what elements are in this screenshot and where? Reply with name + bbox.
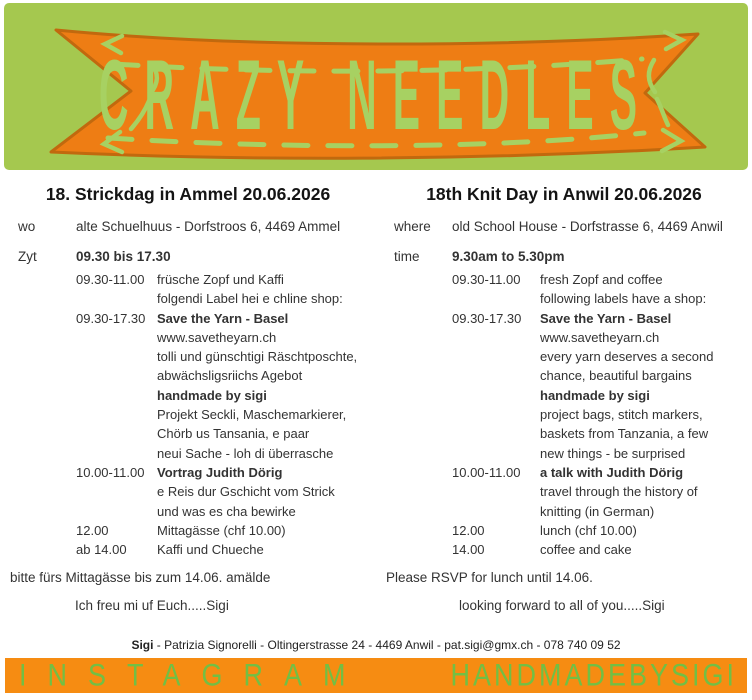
schedule-time: 10.00-11.00 <box>452 464 521 480</box>
schedule-time: 09.30-11.00 <box>76 272 145 287</box>
schedule-row <box>76 349 406 368</box>
info-value: 9.30am to 5.30pm <box>452 249 565 264</box>
banner-ribbon-graphic <box>4 3 748 170</box>
instagram-bar <box>5 658 747 693</box>
schedule-row <box>76 272 406 291</box>
schedule-row <box>76 426 406 445</box>
schedule-text: Kaffi und Chueche <box>157 542 264 558</box>
schedule-row <box>452 484 752 503</box>
schedule-row <box>452 446 752 465</box>
schedule-row <box>76 523 406 542</box>
schedule-row <box>452 272 752 291</box>
left-rsvp-note: bitte fürs Mittagässe bis zum 14.06. amälde <box>10 570 271 585</box>
right-schedule <box>452 272 752 561</box>
schedule-text: fresh Zopf and coffee <box>540 272 663 287</box>
left-column-title: 18. Strickdag in Ammel 20.06.2026 <box>45 184 331 204</box>
schedule-row <box>76 446 406 465</box>
info-value: old School House - Dorfstrasse 6, 4469 Anwil <box>452 219 723 234</box>
left-info-block <box>18 219 378 279</box>
schedule-text: travel through the history of <box>540 484 698 500</box>
info-row <box>18 249 378 268</box>
info-value: 09.30 bis 17.30 <box>76 249 171 264</box>
schedule-row <box>452 523 752 542</box>
instagram-label: INSTAGRAM <box>19 658 367 693</box>
schedule-time: 09.30-11.00 <box>452 272 521 287</box>
schedule-text: Mittagässe (chf 10.00) <box>157 522 286 538</box>
schedule-text: Vortrag Judith Dörig <box>157 464 283 480</box>
schedule-text: Save the Yarn - Basel <box>540 310 672 326</box>
contact-name: Sigi <box>131 638 154 652</box>
schedule-text: e Reis dur Gschicht vom Strick <box>157 484 335 500</box>
instagram-handle: HANDMADEBYSIGI <box>450 658 737 693</box>
schedule-time: 12.00 <box>76 522 109 538</box>
schedule-text: folgendi Label hei e chline shop: <box>157 291 343 307</box>
schedule-row <box>76 407 406 426</box>
schedule-row <box>76 388 406 407</box>
right-info-block <box>394 219 752 279</box>
schedule-row <box>76 542 406 561</box>
info-row <box>18 219 378 238</box>
schedule-row <box>76 484 406 503</box>
info-value: alte Schuelhuus - Dorfstroos 6, 4469 Ammel <box>76 219 341 234</box>
info-label: Zyt <box>18 249 37 264</box>
schedule-text: knitting (in German) <box>540 503 655 519</box>
schedule-row <box>452 291 752 310</box>
schedule-text: lunch (chf 10.00) <box>540 522 637 538</box>
left-schedule <box>76 272 406 561</box>
schedule-text: früsche Zopf und Kaffi <box>157 272 284 287</box>
schedule-row <box>76 291 406 310</box>
schedule-text: Chörb us Tansania, e paar <box>157 426 310 442</box>
schedule-time: 09.30-17.30 <box>452 310 522 326</box>
schedule-row <box>452 542 752 561</box>
schedule-row <box>76 330 406 349</box>
contact-line <box>0 638 752 652</box>
schedule-row <box>452 426 752 445</box>
schedule-text: Save the Yarn - Basel <box>157 310 289 326</box>
schedule-row <box>76 368 406 387</box>
schedule-text: Projekt Seckli, Maschemarkierer, <box>157 407 347 423</box>
info-label: wo <box>18 219 36 234</box>
schedule-text: project bags, stitch markers, <box>540 407 703 423</box>
right-rsvp-note: Please RSVP for lunch until 14.06. <box>386 570 593 585</box>
schedule-row <box>452 368 752 387</box>
schedule-row <box>76 504 406 523</box>
schedule-text: baskets from Tanzania, a few <box>540 426 709 442</box>
schedule-text: every yarn deserves a second <box>540 349 714 365</box>
schedule-row <box>452 311 752 330</box>
schedule-row <box>452 407 752 426</box>
left-closing-note: Ich freu mi uf Euch.....Sigi <box>75 598 229 613</box>
schedule-text: new things - be surprised <box>540 445 686 461</box>
info-row <box>394 219 752 238</box>
schedule-text: handmade by sigi <box>540 387 650 403</box>
schedule-text: abwächsligsriichs Agebot <box>157 368 303 384</box>
schedule-text: chance, beautiful bargains <box>540 368 692 384</box>
schedule-time: 14.00 <box>452 542 485 558</box>
schedule-time: 10.00-11.00 <box>76 464 145 480</box>
schedule-row <box>452 330 752 349</box>
schedule-time: ab 14.00 <box>76 542 127 558</box>
info-row <box>394 249 752 268</box>
schedule-text: tolli und günschtigi Räschtposchte, <box>157 349 358 365</box>
banner <box>4 3 748 170</box>
schedule-text: neui Sache - loh di überrasche <box>157 445 334 461</box>
schedule-text: following labels have a shop: <box>540 291 707 307</box>
info-label: time <box>394 249 420 264</box>
info-label: where <box>394 219 431 234</box>
schedule-time: 12.00 <box>452 522 485 538</box>
schedule-row <box>452 465 752 484</box>
right-closing-note: looking forward to all of you.....Sigi <box>459 598 665 613</box>
schedule-text: und was es cha bewirke <box>157 503 296 519</box>
schedule-row <box>76 465 406 484</box>
right-column-title: 18th Knit Day in Anwil 20.06.2026 <box>426 184 702 204</box>
schedule-row <box>452 349 752 368</box>
schedule-row <box>76 311 406 330</box>
schedule-time: 09.30-17.30 <box>76 310 146 326</box>
schedule-text: www.savetheyarn.ch <box>540 329 660 345</box>
schedule-text: www.savetheyarn.ch <box>157 329 277 345</box>
schedule-row <box>452 504 752 523</box>
contact-details: - Patrizia Signorelli - Oltingerstrasse 24 - 4469 Anwil - pat.sigi@gmx.ch - 078 740 09 52 <box>153 638 621 652</box>
schedule-text: handmade by sigi <box>157 387 267 403</box>
schedule-text: a talk with Judith Dörig <box>540 464 684 480</box>
schedule-text: coffee and cake <box>540 542 632 558</box>
banner-title: CRAZY NEEDLES <box>98 40 654 152</box>
schedule-row <box>452 388 752 407</box>
